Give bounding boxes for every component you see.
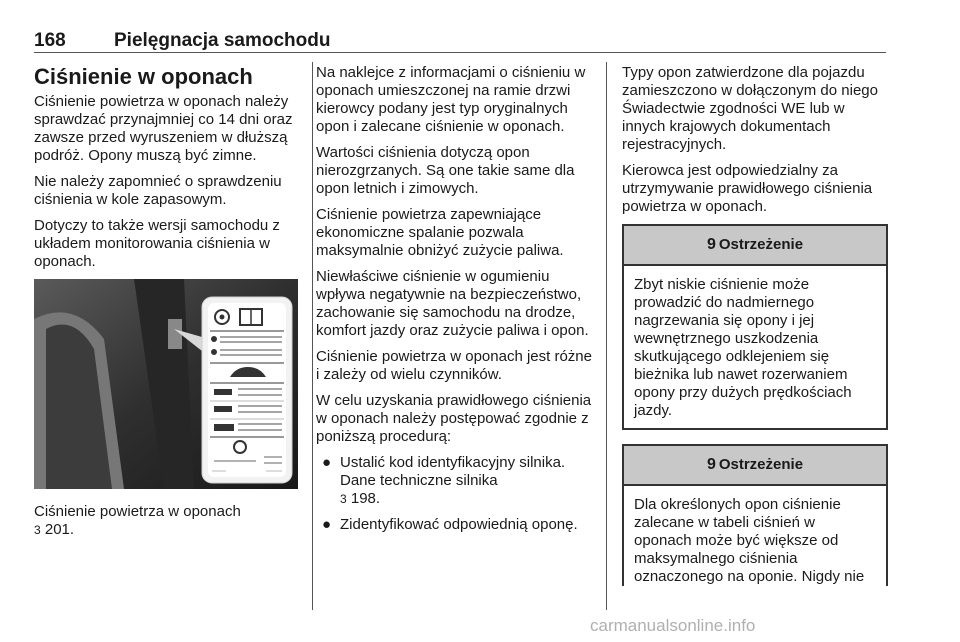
warning-text: Zbyt niskie ciśnienie może prowadzić do nadmiernego nagrzewania się opony i jej wewnętrznego uszkodzenia skutkującego odklejeniem się bieżnika lub nawet rozerwaniem opony przy dużych prędkościach jazdy. <box>634 276 852 419</box>
paragraph-check-interval: Ciśnienie powietrza w oponach należy sprawdzać przynajmniej co 14 dni oraz zawsze przed wyruszeniem w dłuższą podróż. Opony muszą być zimne. <box>34 93 293 164</box>
warning-header <box>624 446 886 486</box>
list-item-text: Ustalić kod identyfikacyjny silnika. Dane techniczne silnika <box>340 454 566 489</box>
column-left <box>34 64 302 539</box>
section-heading: Ciśnienie w oponach <box>34 64 253 89</box>
tire-pressure-label-illustration <box>34 279 298 489</box>
warning-box-max-pressure <box>622 444 888 586</box>
bullet-icon: ● <box>322 454 332 471</box>
paragraph-driver-responsibility: Kierowca jest odpowiedzialny za utrzymywanie prawidłowego ciśnienia powietrza w oponach. <box>622 162 873 215</box>
warning-title: Ostrzeżenie <box>718 456 804 473</box>
paragraph-factors: Ciśnienie powietrza w oponach jest różne i zależy od wielu czynników. <box>316 348 592 383</box>
bullet-icon: ● <box>322 516 332 533</box>
warning-text: Dla określonych opon ciśnienie zalecane w tabeli ciśnień w oponach może być większe od maksymalnego ciśnienia oznaczonego na oponie. Nigdy nie <box>634 496 865 585</box>
warning-triangle-icon: 9 <box>706 236 716 253</box>
page-number: 168 <box>34 30 66 51</box>
list-item <box>316 454 596 508</box>
page-reference-arrow-icon: 3 <box>340 492 347 506</box>
warning-title: Ostrzeżenie <box>718 236 804 253</box>
warning-triangle-icon: 9 <box>706 456 716 473</box>
paragraph-economy: Ciśnienie powietrza zapewniające ekonomiczne spalanie pozwala maksymalnie obniżyć zużycie paliwa. <box>316 206 564 259</box>
tire-pressure-label-figure <box>34 279 298 489</box>
column-divider-1 <box>312 62 313 610</box>
paragraph-label-location: Na naklejce z informacjami o ciśnieniu w oponach umieszczonej na ramie drzwi kierowcy podany jest typ oryginalnych opon i zalecane ciśnienie w oponach. <box>316 64 586 135</box>
paragraph-procedure: W celu uzyskania prawidłowego ciśnienia w oponach należy postępować zgodnie z poniższą procedurą: <box>316 392 592 445</box>
warning-header <box>624 226 886 266</box>
column-middle <box>316 64 596 542</box>
paragraph-spare-wheel: Nie należy zapomnieć o sprawdzeniu ciśnienia w kole zapasowym. <box>34 173 282 208</box>
page-header <box>34 30 886 54</box>
paragraph-cold-tyres: Wartości ciśnienia dotyczą opon nierozgrzanych. Są one takie same dla opon letnich i zimowych. <box>316 144 575 197</box>
list-item-text: Zidentyfikować odpowiednią oponę. <box>340 516 578 533</box>
list-item-page-reference[interactable]: 198. <box>346 490 381 507</box>
watermark: carmanualsonline.info <box>590 616 756 635</box>
paragraph-tpms: Dotyczy to także wersji samochodu z układem monitorowania ciśnienia w oponach. <box>34 217 280 270</box>
procedure-list <box>316 454 596 534</box>
header-rule <box>34 52 886 53</box>
page-reference-arrow-icon: 3 <box>34 523 41 537</box>
caption-page-reference[interactable]: 201. <box>40 521 75 538</box>
column-divider-2 <box>606 62 607 610</box>
caption-text: Ciśnienie powietrza w oponach <box>34 503 241 520</box>
page-title: Pielęgnacja samochodu <box>114 30 331 51</box>
figure-caption <box>34 503 302 539</box>
column-right <box>622 64 888 586</box>
warning-box-low-pressure <box>622 224 888 430</box>
paragraph-approved-tyres: Typy opon zatwierdzone dla pojazdu zamieszczono w dołączonym do niego Świadectwie zgodności WE lub w innych krajowych dokumentach rejestracyjnych. <box>622 64 878 153</box>
list-item <box>316 516 596 534</box>
paragraph-wrong-pressure: Niewłaściwe ciśnienie w ogumieniu wpływa negatywnie na bezpieczeństwo, zachowanie się samochodu na drodze, komfort jazdy oraz zużycie paliwa i opon. <box>316 268 589 339</box>
